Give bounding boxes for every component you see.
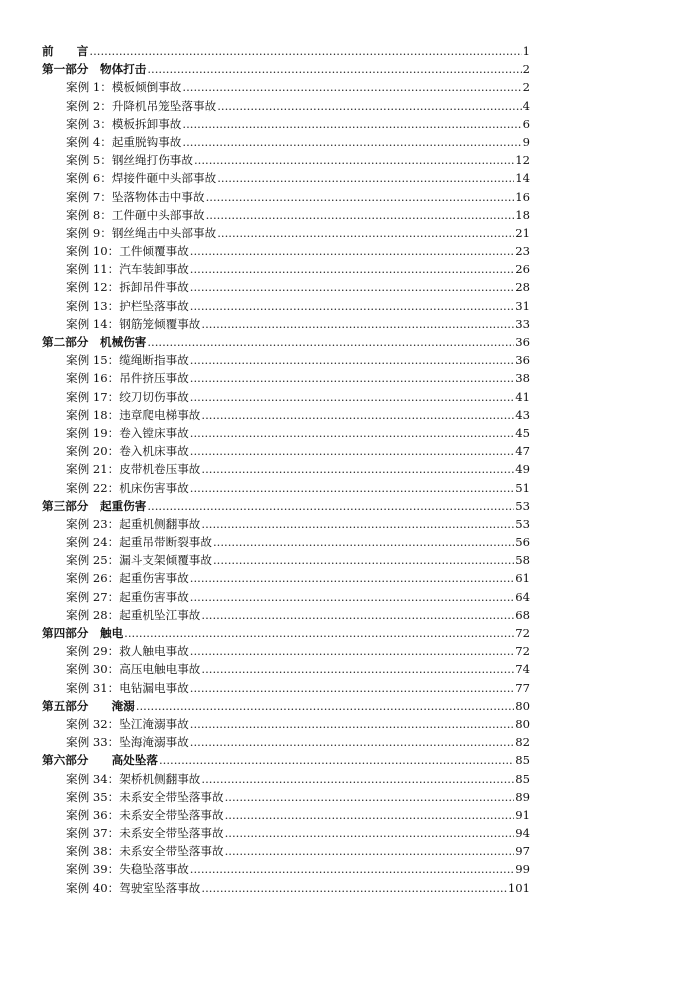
toc-page-number: 58: [515, 553, 530, 568]
dot-leader: [194, 151, 514, 169]
toc-entry-title: 案例 8：工件砸中头部事故: [66, 207, 205, 222]
toc-case-entry[interactable]: [42, 533, 530, 551]
toc-page-number: 72: [515, 626, 530, 640]
toc-page-number: 41: [515, 389, 530, 404]
dot-leader: [190, 715, 514, 733]
dot-leader: [217, 97, 521, 115]
toc-page-number: 4: [522, 98, 530, 113]
toc-page-number: 80: [515, 698, 530, 713]
dot-leader: [190, 569, 514, 587]
toc-entry-title: 案例 22：机床伤害事故: [66, 480, 189, 495]
toc-page-number: 94: [515, 826, 530, 841]
toc-case-entry[interactable]: [42, 224, 530, 242]
dot-leader: [190, 260, 514, 278]
dot-leader: [201, 406, 514, 424]
toc-page-number: 51: [515, 480, 530, 495]
toc-page-number: 9: [522, 134, 530, 149]
toc-case-entry[interactable]: [42, 351, 530, 369]
toc-case-entry[interactable]: [42, 588, 530, 606]
toc-entry-title: 案例 3：模板拆卸事故: [66, 116, 182, 131]
dot-leader: [201, 460, 514, 478]
toc-entry-title: 案例 6：焊接件砸中头部事故: [66, 171, 217, 186]
toc-case-entry[interactable]: [42, 479, 530, 497]
dot-leader: [190, 733, 514, 751]
dot-leader: [190, 588, 514, 606]
dot-leader: [213, 551, 514, 569]
toc-entry-title: 案例 18：违章爬电梯事故: [66, 407, 201, 422]
toc-case-entry[interactable]: [42, 824, 530, 842]
toc-page-number: 18: [515, 207, 530, 222]
toc-page-number: 2: [522, 80, 530, 95]
dot-leader: [190, 388, 514, 406]
dot-leader: [201, 315, 514, 333]
toc-case-entry[interactable]: [42, 424, 530, 442]
dot-leader: [190, 860, 514, 878]
toc-case-entry[interactable]: [42, 406, 530, 424]
dot-leader: [190, 424, 514, 442]
toc-entry-title: 案例 32：坠江淹溺事故: [66, 716, 189, 731]
toc-case-entry[interactable]: [42, 297, 530, 315]
toc-entry-title: 第四部分 触电: [42, 626, 124, 640]
toc-case-entry[interactable]: [42, 879, 530, 897]
toc-part-heading[interactable]: [42, 697, 530, 715]
toc-case-entry[interactable]: [42, 97, 530, 115]
toc-entry-title: 案例 35：未系安全带坠落事故: [66, 789, 224, 804]
toc-page-number: 45: [515, 425, 530, 440]
toc-case-entry[interactable]: [42, 515, 530, 533]
dot-leader: [190, 442, 514, 460]
toc-case-entry[interactable]: [42, 388, 530, 406]
toc-entry-title: 案例 27：起重伤害事故: [66, 589, 189, 604]
toc-case-entry[interactable]: [42, 770, 530, 788]
toc-case-entry[interactable]: [42, 642, 530, 660]
dot-leader: [190, 351, 514, 369]
toc-entry-title: 第三部分 起重伤害: [42, 498, 147, 513]
dot-leader: [147, 60, 521, 78]
toc-entry-title: 案例 30：高压电触电事故: [66, 662, 201, 677]
toc-page-number: 77: [515, 680, 530, 695]
dot-leader: [213, 533, 514, 551]
toc-part-heading[interactable]: [42, 333, 530, 351]
toc-entry-title: 第二部分 机械伤害: [42, 335, 147, 349]
dot-leader: [89, 42, 521, 60]
toc-case-entry[interactable]: [42, 242, 530, 260]
toc-page-number: 53: [515, 516, 530, 531]
toc-case-entry[interactable]: [42, 860, 530, 878]
toc-entry-title: 案例 25：漏斗支架倾覆事故: [66, 553, 212, 568]
toc-entry-title: 案例 9：钢丝绳击中头部事故: [66, 225, 217, 240]
toc-entry-title: 案例 40：驾驶室坠落事故: [66, 880, 201, 895]
toc-part-heading[interactable]: [42, 751, 530, 769]
dot-leader: [182, 133, 521, 151]
toc-case-entry[interactable]: [42, 169, 530, 187]
toc-page-number: 31: [515, 298, 530, 313]
toc-entry-title: 案例 34：架桥机侧翻事故: [66, 771, 201, 786]
toc-entry-title: 第五部分 淹溺: [42, 698, 135, 713]
toc-case-entry[interactable]: [42, 278, 530, 296]
toc-page-number: 91: [515, 807, 530, 822]
toc-case-entry[interactable]: [42, 715, 530, 733]
toc-case-entry[interactable]: [42, 115, 530, 133]
toc-entry-title: 案例 4：起重脱钩事故: [66, 134, 182, 149]
toc-entry-title: 案例 17：绞刀切伤事故: [66, 389, 189, 404]
toc-entry-title: 案例 7：坠落物体击中事故: [66, 189, 205, 204]
dot-leader: [182, 115, 521, 133]
toc-page-number: 16: [515, 189, 530, 204]
dot-leader: [217, 224, 514, 242]
toc-entry-title: 案例 36：未系安全带坠落事故: [66, 807, 224, 822]
dot-leader: [190, 242, 514, 260]
toc-case-entry[interactable]: [42, 151, 530, 169]
dot-leader: [182, 78, 521, 96]
toc-case-entry[interactable]: [42, 806, 530, 824]
toc-case-entry[interactable]: [42, 660, 530, 678]
dot-leader: [201, 606, 514, 624]
dot-leader: [225, 824, 515, 842]
toc-entry-title: 案例 19：卷入镗床事故: [66, 425, 189, 440]
dot-leader: [190, 679, 514, 697]
toc-page-number: 85: [515, 753, 530, 768]
toc-entry-title: 案例 16：吊件挤压事故: [66, 371, 189, 386]
toc-entry-title: 案例 13：护栏坠落事故: [66, 298, 189, 313]
dot-leader: [217, 169, 514, 187]
toc-page-number: 74: [515, 662, 530, 677]
toc-page-number: 82: [515, 735, 530, 750]
dot-leader: [206, 206, 515, 224]
toc-page-number: 21: [515, 225, 530, 240]
toc-entry-title: 案例 1：模板倾倒事故: [66, 80, 182, 95]
dot-leader: [190, 278, 514, 296]
toc-case-entry[interactable]: [42, 315, 530, 333]
toc-case-entry[interactable]: [42, 788, 530, 806]
toc-page-number: 23: [515, 244, 530, 259]
toc-page-number: 80: [515, 716, 530, 731]
toc-page-number: 56: [515, 535, 530, 550]
toc-entry-title: 案例 37：未系安全带坠落事故: [66, 826, 224, 841]
dot-leader: [147, 497, 514, 515]
table-of-contents: [42, 42, 530, 897]
toc-entry-title: 案例 26：起重伤害事故: [66, 571, 189, 586]
toc-entry-title: 案例 38：未系安全带坠落事故: [66, 844, 224, 859]
toc-case-entry[interactable]: [42, 188, 530, 206]
toc-entry-title: 案例 23：起重机侧翻事故: [66, 516, 201, 531]
toc-case-entry[interactable]: [42, 133, 530, 151]
toc-case-entry[interactable]: [42, 569, 530, 587]
toc-part-heading[interactable]: [42, 60, 530, 78]
toc-page-number: 64: [515, 589, 530, 604]
toc-entry-title: 前 言: [42, 44, 89, 58]
toc-entry-title: 第六部分 高处坠落: [42, 753, 158, 768]
toc-case-entry[interactable]: [42, 733, 530, 751]
dot-leader: [190, 297, 514, 315]
toc-page-number: 61: [515, 571, 530, 586]
dot-leader: [159, 751, 514, 769]
toc-case-entry[interactable]: [42, 260, 530, 278]
dot-leader: [190, 369, 514, 387]
toc-part-heading[interactable]: [42, 497, 530, 515]
toc-page-number: 68: [515, 607, 530, 622]
toc-page-number: 97: [515, 844, 530, 859]
toc-case-entry[interactable]: [42, 78, 530, 96]
toc-page-number: 26: [515, 262, 530, 277]
toc-case-entry[interactable]: [42, 442, 530, 460]
toc-entry-title: 案例 24：起重吊带断裂事故: [66, 535, 212, 550]
toc-entry-title: 案例 28：起重机坠江事故: [66, 607, 201, 622]
toc-entry-title: 案例 31：电钻漏电事故: [66, 680, 189, 695]
toc-page-number: 12: [515, 153, 530, 168]
toc-entry-title: 案例 14：钢筋笼倾覆事故: [66, 316, 201, 331]
toc-case-entry[interactable]: [42, 842, 530, 860]
toc-case-entry[interactable]: [42, 679, 530, 697]
dot-leader: [225, 788, 515, 806]
toc-page-number: 89: [515, 789, 530, 804]
toc-page-number: 33: [515, 316, 530, 331]
toc-part-heading[interactable]: [42, 624, 530, 642]
toc-part-heading[interactable]: [42, 42, 530, 60]
toc-entry-title: 案例 2：升降机吊笼坠落事故: [66, 98, 217, 113]
dot-leader: [190, 479, 514, 497]
toc-page-number: 1: [522, 44, 530, 58]
toc-page-number: 6: [522, 116, 530, 131]
toc-entry-title: 案例 15：缆绳断指事故: [66, 353, 189, 368]
toc-entry-title: 案例 39：失稳坠落事故: [66, 862, 189, 877]
toc-entry-title: 案例 10：工件倾覆事故: [66, 244, 189, 259]
toc-page-number: 2: [522, 62, 530, 77]
dot-leader: [201, 515, 514, 533]
toc-entry-title: 案例 20：卷入机床事故: [66, 444, 189, 459]
dot-leader: [201, 879, 506, 897]
toc-page-number: 47: [515, 444, 530, 459]
toc-entry-title: 案例 21：皮带机卷压事故: [66, 462, 201, 477]
dot-leader: [190, 642, 514, 660]
dot-leader: [225, 806, 515, 824]
dot-leader: [201, 660, 514, 678]
toc-page-number: 14: [515, 171, 530, 186]
toc-case-entry[interactable]: [42, 460, 530, 478]
toc-page-number: 36: [515, 335, 530, 349]
toc-entry-title: 案例 11：汽车装卸事故: [66, 262, 189, 277]
dot-leader: [201, 770, 514, 788]
toc-page-number: 53: [515, 498, 530, 513]
dot-leader: [206, 188, 515, 206]
toc-page-number: 28: [515, 280, 530, 295]
toc-entry-title: 案例 5：钢丝绳打伤事故: [66, 153, 193, 168]
toc-page-number: 36: [515, 353, 530, 368]
toc-case-entry[interactable]: [42, 551, 530, 569]
toc-case-entry[interactable]: [42, 206, 530, 224]
toc-page-number: 38: [515, 371, 530, 386]
toc-page-number: 85: [515, 771, 530, 786]
dot-leader: [147, 333, 514, 351]
toc-case-entry[interactable]: [42, 369, 530, 387]
dot-leader: [124, 624, 514, 642]
toc-entry-title: 案例 33：坠海淹溺事故: [66, 735, 189, 750]
toc-page-number: 101: [507, 880, 530, 895]
toc-case-entry[interactable]: [42, 606, 530, 624]
toc-page-number: 99: [515, 862, 530, 877]
toc-entry-title: 案例 29：救人触电事故: [66, 644, 189, 659]
dot-leader: [225, 842, 515, 860]
toc-page-number: 49: [515, 462, 530, 477]
toc-entry-title: 案例 12：拆卸吊件事故: [66, 280, 189, 295]
toc-page-number: 43: [515, 407, 530, 422]
toc-page-number: 72: [515, 644, 530, 659]
dot-leader: [136, 697, 514, 715]
toc-entry-title: 第一部分 物体打击: [42, 62, 147, 77]
